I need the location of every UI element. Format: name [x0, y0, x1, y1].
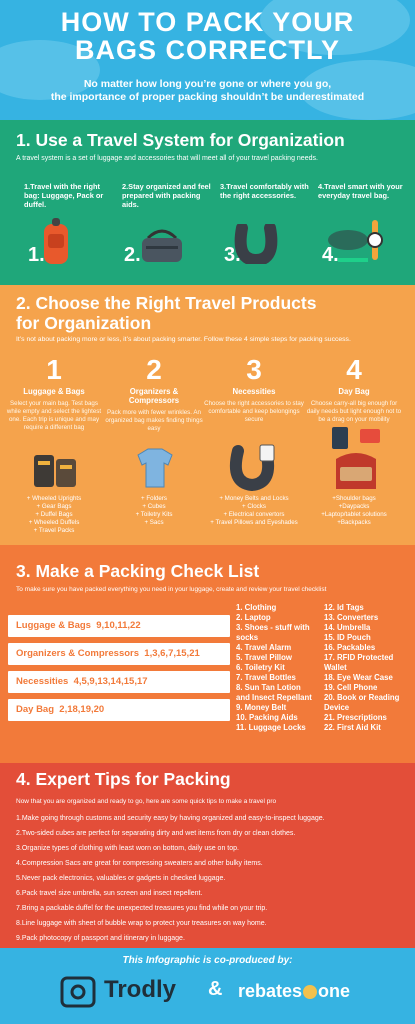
trodly-logo-icon: [60, 976, 96, 1008]
category-tag: Day Bag 2,18,19,20: [8, 699, 230, 721]
step2-text: 2.Stay organized and feel prepared with packing aids.: [122, 182, 211, 209]
daypack-icon: [326, 425, 386, 493]
neck-pillow-icon: [226, 443, 282, 493]
step2-number: 2.: [124, 244, 141, 266]
product-column-luggage: 1 Luggage & Bags Select your main bag. Test bags while empty and select the lightest one. Each trip is unique and may require a different bag: [6, 354, 102, 431]
category-tag: Necessities 4,5,9,13,14,15,17: [8, 671, 230, 693]
checklist-left: 1. Clothing 2. Laptop 3. Shoes - stuff with socks 4. Travel Alarm 5. Travel Pillow 6. Toiletry Kit 7. Travel Bottles 8. Sun Tan Lotion and Insect Repellant 9. Money Belt 10. Packing Aids 11. Luggage Locks: [236, 603, 312, 732]
daybag-list: +Shoulder bags +Daypacks +Laptop/tablet solutions +Backpacks: [321, 495, 387, 526]
section3-intro: To make sure you have packed everything you need in your luggage, create and review your travel checklist: [16, 586, 327, 593]
tip-item: 7.Bring a packable duffel for the unexpected treasures you find while on your trip.: [16, 905, 268, 912]
rebateszone-logo: rebates one: [238, 981, 351, 1001]
section-travel-system: [0, 120, 415, 285]
luggage-list: + Wheeled Uprights + Gear Bags + Duffel Bags + Wheeled Duffels + Travel Packs: [26, 495, 82, 534]
footer: [0, 948, 415, 1024]
tip-item: 6.Pack travel size umbrella, sun screen and insect repellent.: [16, 890, 203, 897]
product-column-necessities: 3 Necessities Choose the right accessories to stay comfortable and keep belongings secure: [204, 354, 304, 423]
page-title: HOW TO PACK YOUR BAGS CORRECTLY: [60, 7, 355, 65]
section4-intro: Now that you are organized and ready to go, here are some quick tips to make a travel pro: [16, 798, 277, 805]
step4-number: 4.: [322, 244, 339, 266]
luggage-icon: [30, 447, 80, 491]
checklist-right: 12. Id Tags 13. Converters 14. Umbrella 15. ID Pouch 16. Packables 17. RFID Protected Wallet 18. Eye Wear Case 19. Cell Phone 20. Book or Reading Device 21. Prescriptions 22. First Aid Kit: [324, 603, 400, 732]
page-subtitle: No matter how long you’re gone or where you go, the importance of proper packing shouldn’t be underestimated: [50, 78, 365, 103]
necessities-list: + Money Belts and Locks + Clocks + Electrical convertors + Travel Pillows and Eyeshades: [210, 495, 298, 526]
section3-heading: 3. Make a Packing Check List: [16, 561, 260, 581]
rebateszone-z-icon: [303, 985, 317, 999]
trodly-logo-text: Trodly: [104, 976, 177, 1003]
tip-item: 1.Make going through customs and security easy by having organized and easy-to-inspect luggage.: [16, 815, 325, 822]
section-travel-products: [0, 285, 415, 545]
section4-heading: 4. Expert Tips for Packing: [16, 769, 231, 789]
tip-item: 4.Compression Sacs are great for compressing sweaters and other bulky items.: [16, 860, 263, 867]
section1-intro: A travel system is a set of luggage and accessories that will meet all of your travel packing needs.: [16, 155, 318, 162]
ampersand: &: [208, 978, 223, 1000]
shirt-organizer-icon: [132, 445, 178, 491]
step3-number: 3.: [224, 244, 241, 266]
organizers-list: + Folders + Cubes + Toiletry Kits + Sacs: [135, 495, 173, 526]
step3-text: 3.Travel comfortably with the right accessories.: [220, 182, 309, 200]
product-column-daybag: 4 Day Bag Choose carry-all big enough for daily needs but light enough not to be a drag on your mobility: [306, 354, 402, 423]
coproduced-label: This Infographic is co-produced by:: [122, 955, 293, 966]
category-tag: Organizers & Compressors 1,3,6,7,15,21: [8, 643, 230, 665]
category-tag: Luggage & Bags 9,10,11,22: [8, 615, 230, 637]
step1-number: 1.: [28, 244, 45, 266]
product-column-organizers: 2 Organizers & Compressors Pack more with fewer wrinkles. An organized bag makes finding things easy: [105, 354, 203, 432]
section2-heading: 2. Choose the Right Travel Products for Organization: [16, 293, 317, 333]
section1-heading: 1. Use a Travel System for Organization: [16, 130, 345, 150]
tip-item: 9.Pack photocopy of passport and itinerary in luggage.: [16, 935, 185, 942]
section-expert-tips: [0, 763, 415, 948]
duffel-bag-icon: [140, 224, 184, 264]
tip-item: 3.Organize types of clothing with least worn on bottom, daily use on top.: [16, 845, 239, 852]
step4-text: 4.Travel smart with your everyday travel bag.: [318, 182, 403, 200]
header-banner: [0, 0, 415, 120]
step1-text: 1.Travel with the right bag: Luggage, Pack or duffel.: [24, 182, 104, 209]
tip-item: 2.Two-sided cubes are perfect for separating dirty and wet items from dry or clean clothes.: [16, 830, 296, 837]
tip-item: 5.Never pack electronics, valuables or gadgets in checked luggage.: [16, 875, 226, 882]
tip-item: 8.Line luggage with sheet of bubble wrap to protect your treasures on way home.: [16, 920, 267, 927]
section2-intro: It’s not about packing more or less, it’s about packing smarter. Follow these 4 simple steps for packing success.: [16, 336, 351, 343]
section-checklist: [0, 545, 415, 763]
